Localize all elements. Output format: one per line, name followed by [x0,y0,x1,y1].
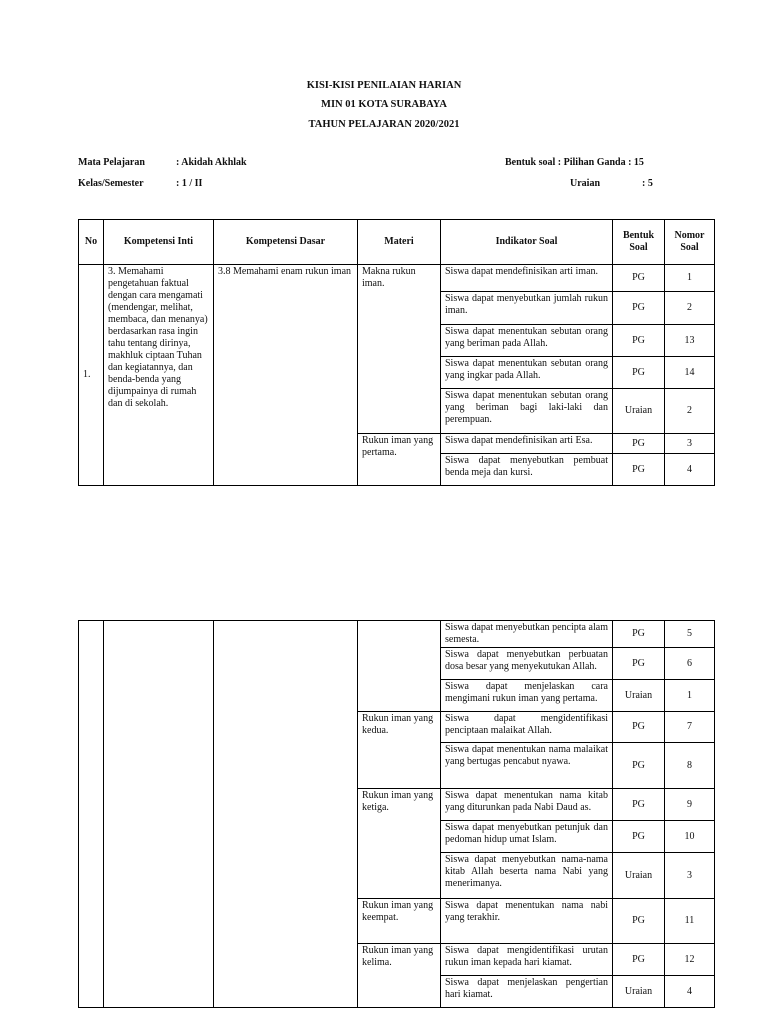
bentuk-cell: PG [613,743,665,789]
indikator-cell: Siswa dapat mengidentifikasi urutan rukun iman kepada hari kiamat. [441,944,613,976]
bentuk-cell: PG [613,357,665,389]
indikator-cell: Siswa dapat menyebutkan nama-nama kitab Allah beserta nama Nabi yang menerimanya. [441,853,613,899]
indikator-cell: Siswa dapat menentukan sebutan orang yang beriman bagi laki-laki dan perempuan. [441,389,613,434]
indikator-cell: Siswa dapat mendefinisikan arti iman. [441,265,613,292]
kompetensi-dasar-cell: 3.8 Memahami enam rukun iman [214,265,358,486]
nomor-cell: 1 [665,265,715,292]
nomor-cell: 11 [665,899,715,944]
nomor-cell: 8 [665,743,715,789]
indikator-cell: Siswa dapat menentukan sebutan orang yang beriman pada Allah. [441,325,613,357]
indikator-cell: Siswa dapat menentukan nama kitab yang diturunkan pada Nabi Daud as. [441,789,613,821]
bentuk-cell: PG [613,821,665,853]
nomor-cell: 3 [665,434,715,454]
nomor-cell: 2 [665,389,715,434]
kompetensi-dasar-empty [214,621,358,1008]
nomor-cell: 14 [665,357,715,389]
nomor-cell: 10 [665,821,715,853]
essay-label: Uraian [570,178,600,189]
nomor-cell: 5 [665,621,715,648]
table-row [79,265,715,292]
header-bentuk-soal: Bentuk Soal [613,220,665,265]
table-header-row [79,220,715,265]
bentuk-cell: PG [613,899,665,944]
indikator-cell: Siswa dapat menyebutkan perbuatan dosa besar yang menyekutukan Allah. [441,648,613,680]
materi-cell: Rukun iman yang kedua. [358,712,441,789]
nomor-cell: 7 [665,712,715,743]
bentuk-cell: PG [613,325,665,357]
indikator-cell: Siswa dapat mendefinisikan arti Esa. [441,434,613,454]
kompetensi-inti-empty [104,621,214,1008]
nomor-cell: 13 [665,325,715,357]
document-title: KISI-KISI PENILAIAN HARIAN [306,80,462,91]
indikator-cell: Siswa dapat menyebutkan jumlah rukun iman. [441,292,613,325]
subject-value: : Akidah Akhlak [176,157,247,168]
class-value: : 1 / II [176,178,203,189]
row-number: 1. [79,265,104,486]
header-kompetensi-inti: Kompetensi Inti [104,220,214,265]
nomor-cell: 4 [665,976,715,1008]
bentuk-cell: PG [613,712,665,743]
bentuk-cell: Uraian [613,976,665,1008]
materi-cell: Rukun iman yang ketiga. [358,789,441,899]
header-nomor-soal: Nomor Soal [665,220,715,265]
bentuk-cell: PG [613,648,665,680]
kompetensi-inti-cell: 3. Memahami pengetahuan faktual dengan cara mengamati (mendengar, melihat, membaca, dan menanya) berdasarkan rasa ingin tahu tentang dirinya, makhluk ciptaan Tuhan dan kegiatannya, dan benda-benda yang dijumpainya di rumah dan di sekolah. [104,265,214,486]
materi-cell: Rukun iman yang keempat. [358,899,441,944]
subject-label: Mata Pelajaran [78,157,145,168]
nomor-cell: 12 [665,944,715,976]
academic-year: TAHUN PELAJARAN 2020/2021 [308,119,460,130]
row-number-empty [79,621,104,1008]
bentuk-cell: Uraian [613,680,665,712]
essay-value: : 5 [642,178,653,189]
bentuk-cell: PG [613,434,665,454]
school-name: MIN 01 KOTA SURABAYA [321,99,447,110]
bentuk-cell: Uraian [613,853,665,899]
bentuk-cell: PG [613,454,665,486]
indikator-cell: Siswa dapat menjelaskan cara mengimani rukun iman yang pertama. [441,680,613,712]
assessment-grid-table-2 [78,620,715,1008]
bentuk-cell: PG [613,621,665,648]
header-indikator-soal: Indikator Soal [441,220,613,265]
indikator-cell: Siswa dapat menyebutkan petunjuk dan pedoman hidup umat Islam. [441,821,613,853]
header-kompetensi-dasar: Kompetensi Dasar [214,220,358,265]
indikator-cell: Siswa dapat mengidentifikasi penciptaan malaikat Allah. [441,712,613,743]
bentuk-cell: PG [613,265,665,292]
materi-cell: Rukun iman yang kelima. [358,944,441,1008]
class-label: Kelas/Semester [78,178,144,189]
indikator-cell: Siswa dapat menentukan nama nabi yang terakhir. [441,899,613,944]
materi-cell: Makna rukun iman. [358,265,441,434]
indikator-cell: Siswa dapat menjelaskan pengertian hari kiamat. [441,976,613,1008]
indikator-cell: Siswa dapat menentukan nama malaikat yang bertugas pencabut nyawa. [441,743,613,789]
nomor-cell: 4 [665,454,715,486]
bentuk-cell: PG [613,789,665,821]
materi-cell: Rukun iman yang pertama. [358,434,441,486]
question-type-info: Bentuk soal : Pilihan Ganda : 15 [505,157,644,168]
nomor-cell: 1 [665,680,715,712]
header-no: No [79,220,104,265]
assessment-grid-table-1 [78,219,715,486]
nomor-cell: 2 [665,292,715,325]
bentuk-cell: Uraian [613,389,665,434]
nomor-cell: 3 [665,853,715,899]
bentuk-cell: PG [613,944,665,976]
table-row [79,621,715,648]
nomor-cell: 9 [665,789,715,821]
indikator-cell: Siswa dapat menyebutkan pembuat benda meja dan kursi. [441,454,613,486]
header-materi: Materi [358,220,441,265]
bentuk-cell: PG [613,292,665,325]
indikator-cell: Siswa dapat menyebutkan pencipta alam semesta. [441,621,613,648]
indikator-cell: Siswa dapat menentukan sebutan orang yang ingkar pada Allah. [441,357,613,389]
materi-empty [358,621,441,712]
nomor-cell: 6 [665,648,715,680]
